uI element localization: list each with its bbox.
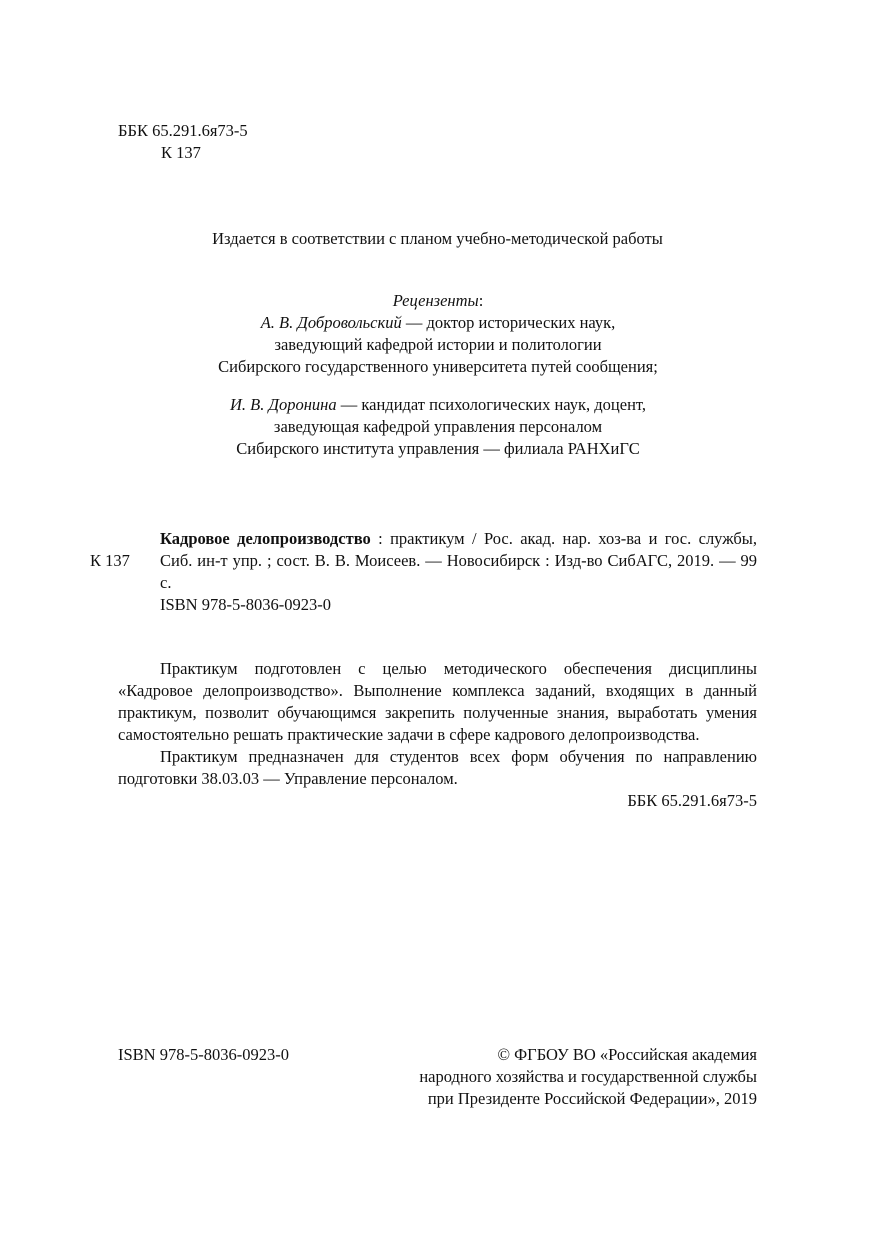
copyright-line-3: при Президенте Российской Федерации», 2019 [427,1089,757,1108]
reviewers-heading-line [118,290,758,312]
bbk-code: ББК 65.291.6я73-5 [118,121,248,140]
reviewer-2-title: — кандидат психологических наук, доцент, [336,395,646,414]
biblio-isbn: ISBN 978-5-8036-0923-0 [160,595,331,614]
annotation-paragraph-2: Практикум предназначен для студентов всех форм обучения по направлению подготовки 38.03.03 — Управление персоналом. [118,747,757,788]
reviewer-1-line-2: заведующий кафедрой истории и политологии [274,335,602,354]
footer-isbn: ISBN 978-5-8036-0923-0 [118,1045,289,1064]
reviewer-1-line-1 [118,312,758,334]
bibliographic-record [160,528,757,616]
reviewer-2-line-2: заведующая кафедрой управления персоналом [273,417,603,436]
reviewer-2-line-3: Сибирского института управления — филиала РАНХиГС [236,439,640,458]
bbk-classification-block [118,120,248,164]
book-title: Кадровое делопроизводство [160,529,371,548]
annotation-bbk: ББК 65.291.6я73-5 [627,791,757,810]
reviewer-1-name: А. В. Добровольский [260,313,402,332]
reviewer-2-name: И. В. Доронина [230,395,337,414]
annotation-paragraph-1: Практикум подготовлен с целью методического обеспечения дисциплины «Кадровое делопроизводство». Выполнение комплекса заданий, входящих в данный практикум, позволит обучающимся закрепить полученные знания, выработать умения самостоятельно решать практические задачи в сфере кадрового делопроизводства. [118,659,757,744]
reviewer-1-line-3: Сибирского государственного университета путей сообщения; [218,357,658,376]
book-description: : практикум / Рос. акад. нар. хоз-ва и гос. службы, Сиб. ин-т упр. ; сост. В. В. Моисеев. — Новосибирск : Изд-во СибАГС, 2019. — 99 с. [160,529,758,592]
copyright-block [330,1044,757,1110]
reviewer-1-title: — доктор исторических наук, [401,313,616,332]
author-mark: К 137 [161,143,201,162]
reviewers-block [118,290,758,460]
copyright-line-1: © ФГБОУ ВО «Российская академия [497,1045,757,1064]
copyright-line-2: народного хозяйства и государственной службы [419,1067,757,1086]
publication-note: Издается в соответствии с планом учебно-методической работы [212,229,663,248]
reviewers-heading: Рецензенты [392,291,479,310]
reviewers-spacer [118,378,758,394]
annotation-block [118,658,757,812]
reviewers-heading-colon: : [478,291,484,310]
biblio-author-mark: К 137 [90,551,130,570]
reviewer-2-line-1 [118,394,758,416]
